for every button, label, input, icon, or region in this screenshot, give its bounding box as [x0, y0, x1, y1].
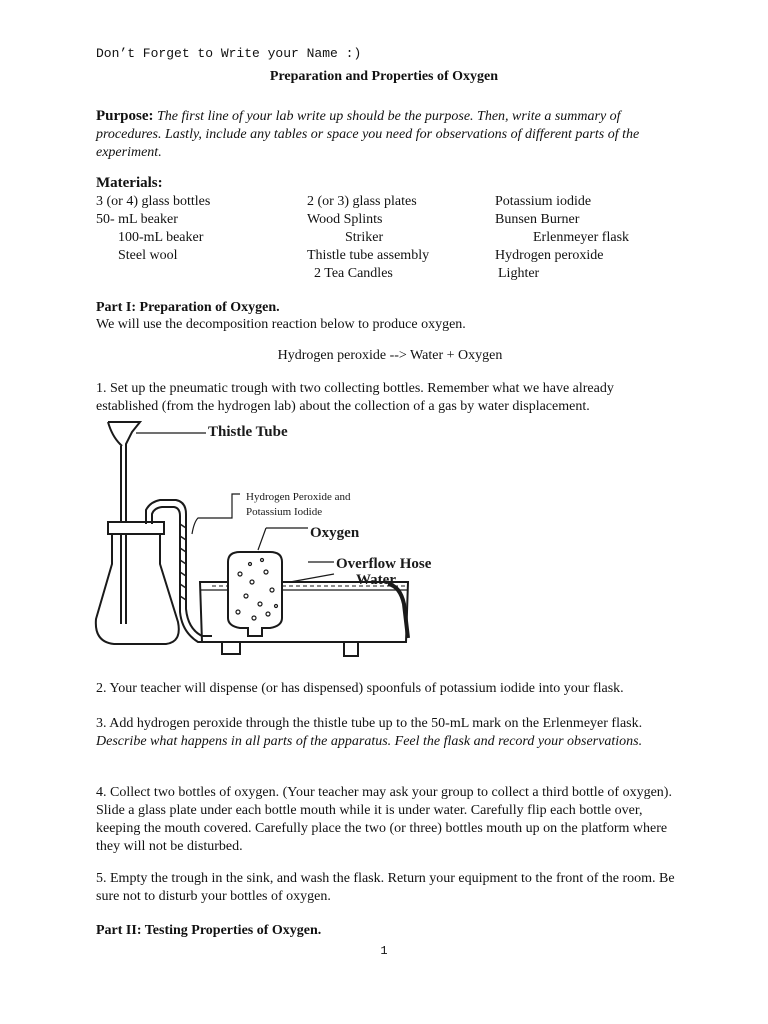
part2-heading: Part II: Testing Properties of Oxygen. [96, 923, 322, 938]
material-item: Erlenmeyer flask [533, 230, 630, 245]
reagent-label-line1: Hydrogen Peroxide and [246, 491, 351, 503]
step-2: 2. Your teacher will dispense (or has dispensed) spoonfuls of potassium iodide into your flask. [96, 681, 624, 696]
reagent-label-line2: Potassium Iodide [246, 506, 323, 518]
step-3 [96, 715, 676, 751]
materials-heading: Materials: [96, 175, 163, 191]
step-4: 4. Collect two bottles of oxygen. (Your teacher may ask your group to collect a third bottle of oxygen). Slide a glass plate under each bottle mouth while it is under water. Carefully flip each bottle over, keeping the mouth covered. Carefully place the two (or three) bottles mouth up on the platform where they will not be disturbed. [96, 785, 672, 854]
purpose-label: Purpose: [96, 108, 154, 124]
trough-foot-left [222, 642, 240, 654]
purpose-paragraph [96, 107, 676, 162]
material-item: Thistle tube assembly [307, 248, 430, 263]
page-number: 1 [380, 944, 388, 958]
thistle-tube-label: Thistle Tube [208, 424, 288, 440]
document-title: Preparation and Properties of Oxygen [269, 69, 499, 84]
name-reminder: Don’t Forget to Write your Name :) [96, 46, 362, 61]
material-item: 50- mL beaker [96, 212, 178, 227]
collecting-bottle [228, 552, 282, 636]
material-item: Lighter [498, 266, 540, 281]
part1-intro: We will use the decomposition reaction below to produce oxygen. [96, 317, 466, 332]
reagent-leader-line [192, 494, 240, 534]
material-item: 2 Tea Candles [314, 266, 393, 281]
material-item: Potassium iodide [495, 194, 592, 209]
purpose-text: The first line of your lab write up should be the purpose. Then, write a summary of procedures. Lastly, include any tables or space you need for observations of different parts of the experiment. [96, 109, 640, 160]
material-item: Bunsen Burner [495, 212, 580, 227]
overflow-hose [388, 584, 408, 638]
material-item: 100-mL beaker [118, 230, 204, 245]
material-item: 2 (or 3) glass plates [307, 194, 417, 209]
step-3-instruction: Describe what happens in all parts of the apparatus. Feel the flask and record your observations. [96, 734, 643, 749]
erlenmeyer-flask [96, 532, 179, 644]
material-item: Striker [345, 230, 384, 245]
step-1: 1. Set up the pneumatic trough with two collecting bottles. Remember what we have already established (from the hydrogen lab) about the collection of a gas by water displacement. [96, 381, 614, 414]
thistle-funnel-left [108, 422, 122, 446]
reaction-equation: Hydrogen peroxide --> Water + Oxygen [277, 348, 503, 363]
oxygen-label: Oxygen [310, 525, 360, 541]
step-3-text: 3. Add hydrogen peroxide through the thistle tube up to the 50-mL mark on the Erlenmeyer flask. [96, 716, 643, 731]
trough-foot-right [344, 642, 358, 656]
material-item: Wood Splints [307, 212, 383, 227]
oxygen-leader-line [258, 528, 266, 550]
water-leader-line [290, 574, 334, 582]
rubber-stopper [108, 522, 164, 534]
part1-heading: Part I: Preparation of Oxygen. [96, 300, 280, 315]
apparatus-diagram [90, 414, 470, 664]
water-label: Water [356, 572, 396, 588]
step-5: 5. Empty the trough in the sink, and wash the flask. Return your equipment to the front of the room. Be sure not to disturb your bottles of oxygen. [96, 871, 675, 904]
material-item: Hydrogen peroxide [495, 248, 604, 263]
overflow-hose-label: Overflow Hose [336, 556, 432, 572]
material-item: Steel wool [118, 248, 178, 263]
material-item: 3 (or 4) glass bottles [96, 194, 211, 209]
